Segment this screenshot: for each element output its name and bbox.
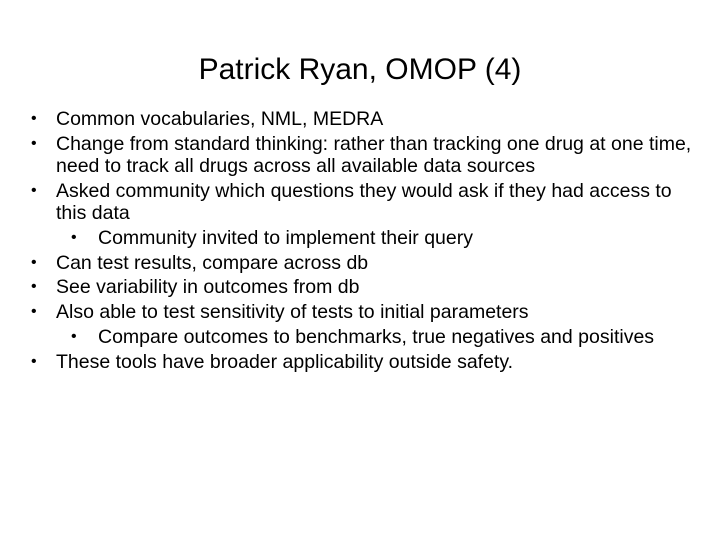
bullet-icon: • [31, 181, 37, 199]
bullet-icon: • [31, 253, 37, 271]
sub-bullet-item-benchmarks [26, 326, 698, 349]
bullet-text: Can test results, compare across db [56, 251, 369, 274]
bullet-item-broader-applicability [26, 351, 698, 374]
bullet-text: Change from standard thinking: rather than tracking one drug at one time, need to track all drugs across all available data sources [56, 132, 692, 178]
slide-title: Patrick Ryan, OMOP (4) [198, 53, 522, 86]
bullet-icon: • [31, 352, 37, 370]
bullet-text: Compare outcomes to benchmarks, true negatives and positives [98, 325, 655, 348]
bullet-icon: • [71, 327, 77, 345]
sub-bullet-item-community-invited [26, 227, 698, 250]
bullet-icon: • [31, 134, 37, 152]
bullet-item-variability [26, 276, 698, 299]
bullet-text: Asked community which questions they would ask if they had access to this data [56, 179, 672, 225]
bullet-item-asked-community [26, 180, 698, 225]
bullet-icon: • [31, 303, 37, 321]
bullet-icon: • [31, 110, 37, 127]
bullet-text: Community invited to implement their query [98, 227, 473, 250]
bullet-icon: • [31, 278, 37, 296]
bullet-item-change-thinking [26, 133, 698, 178]
bullet-text: Also able to test sensitivity of tests to initial parameters [56, 301, 529, 324]
bullet-item-sensitivity [26, 301, 698, 324]
bullet-text: See variability in outcomes from db [56, 276, 360, 299]
bullet-icon: • [71, 229, 77, 247]
bullet-list [26, 108, 698, 375]
bullet-text: These tools have broader applicability outside safety. [56, 350, 514, 373]
bullet-item-common-vocabularies [26, 108, 698, 131]
bullet-text: Common vocabularies, NML, MEDRA [56, 108, 384, 130]
bullet-item-test-results [26, 252, 698, 275]
